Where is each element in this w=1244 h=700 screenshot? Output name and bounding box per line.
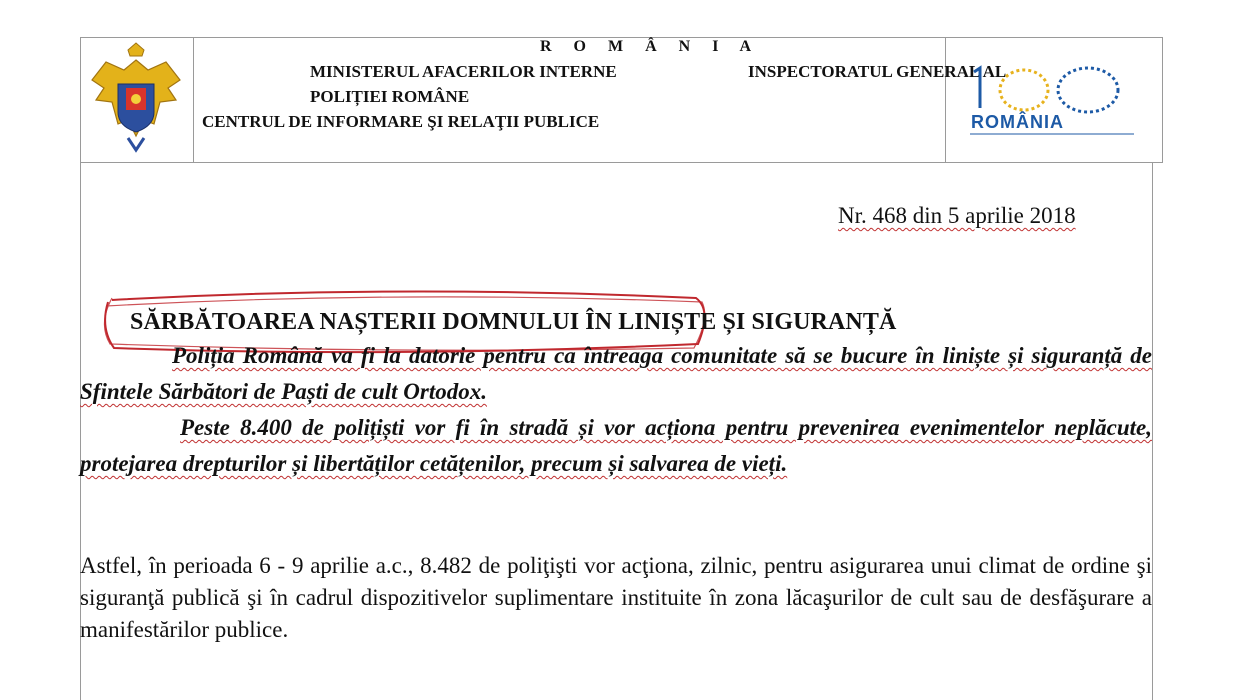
centenary-logo-text: ROMÂNIA <box>971 112 1064 132</box>
info-center-name: CENTRUL DE INFORMARE ŞI RELAŢII PUBLICE <box>202 112 600 131</box>
document-title: SĂRBĂTOAREA NAȘTERII DOMNULUI ÎN LINIȘTE ȘI SIGURANȚĂ <box>130 309 897 335</box>
page-right-border <box>1152 163 1153 700</box>
inspectorate-name: INSPECTORATUL GENERAL AL <box>748 62 1007 81</box>
romanian-coat-of-arms-icon <box>88 40 184 158</box>
ministry-name: MINISTERUL AFACERILOR INTERNE <box>310 62 617 81</box>
lead-paragraph <box>80 338 1152 410</box>
lead-paragraph-text: Poliția Română va fi la datorie pentru ca întreaga comunitate să se bucure în liniște și siguranță de Sfintele Sărbători de Paști de cult Ortodox. <box>80 343 1152 404</box>
body-paragraph: Astfel, în perioada 6 - 9 aprilie a.c., 8.482 de poliţişti vor acţiona, zilnic, pentru asigurarea unui climat de ordine şi siguranţă publică şi în cadrul dispozitivelor suplimentare instituite în zona lăcaşurilor de cult sau de desfăşurare a manifestărilor publice. <box>80 553 1152 642</box>
logo-cell-divider <box>945 38 946 162</box>
lead-paragraph-text: Peste 8.400 de polițiști vor fi în stradă și vor acționa pentru prevenirea evenimentelor neplăcute, protejarea drepturilor și libertăților cetățenilor, precum și salvarea de vieți. <box>80 415 1152 476</box>
police-name: POLIȚIEI ROMÂNE <box>310 87 470 106</box>
lead-paragraph <box>80 410 1152 482</box>
country-heading: R O M Â N I A <box>540 38 761 55</box>
document-number: Nr. 468 din 5 aprilie 2018 <box>838 203 1076 228</box>
